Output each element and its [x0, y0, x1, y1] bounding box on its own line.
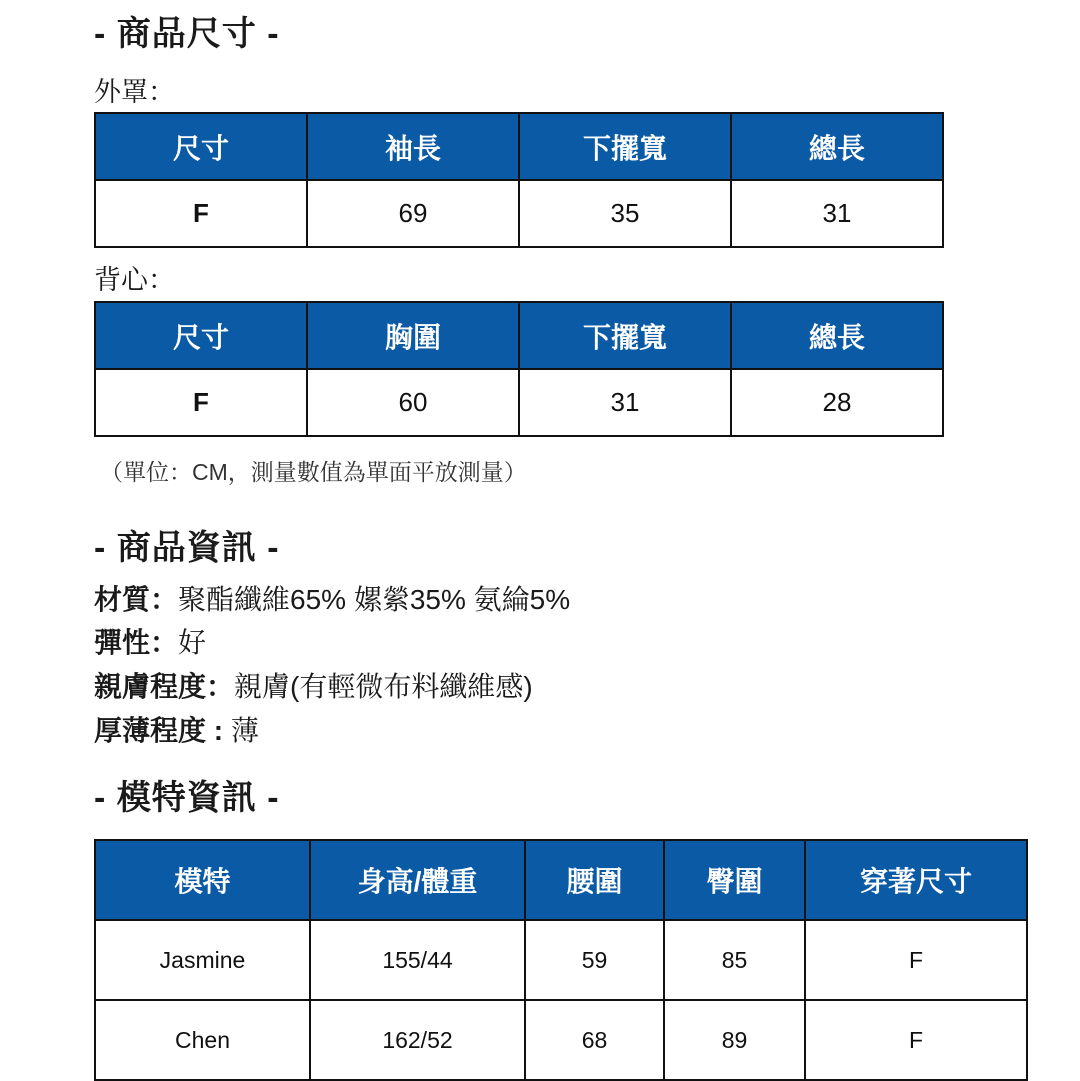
vest-header-length: 總長: [731, 302, 943, 369]
coat-label: 外罩：: [94, 77, 175, 107]
coat-cell-hem: 35: [519, 180, 731, 247]
vest-label: 背心：: [94, 265, 175, 295]
model-cell-height-weight: 155/44: [310, 920, 525, 1000]
vest-cell-chest: 60: [307, 369, 519, 436]
info-skin-feel: [94, 670, 533, 704]
info-skin-feel-value: 親膚(有輕微布料纖維感): [234, 671, 533, 702]
vest-cell-size: F: [95, 369, 307, 436]
vest-cell-length: 28: [731, 369, 943, 436]
info-thickness: [94, 714, 259, 748]
coat-header-sleeve: 袖長: [307, 113, 519, 180]
model-cell-height-weight: 162/52: [310, 1000, 525, 1080]
vest-size-table: [94, 301, 944, 437]
unit-note: （單位：CM，測量數值為單面平放測量）: [100, 459, 527, 485]
model-cell-hip: 85: [664, 920, 805, 1000]
info-thickness-value: 薄: [230, 715, 259, 746]
info-material-value: 聚酯纖維65% 嫘縈35% 氨綸5%: [178, 584, 571, 615]
vest-header-chest: 胸圍: [307, 302, 519, 369]
model-cell-name: Jasmine: [95, 920, 310, 1000]
info-skin-feel-key: 親膚程度：: [94, 671, 235, 702]
model-cell-waist: 59: [525, 920, 664, 1000]
table-row: [95, 1000, 1027, 1080]
coat-header-hem: 下擺寬: [519, 113, 731, 180]
coat-header-length: 總長: [731, 113, 943, 180]
coat-cell-length: 31: [731, 180, 943, 247]
info-elasticity-value: 好: [178, 627, 207, 658]
coat-header-row: [95, 113, 943, 180]
table-row: [95, 920, 1027, 1000]
model-header-row: [95, 840, 1027, 920]
table-row: [95, 369, 943, 436]
coat-header-size: 尺寸: [95, 113, 307, 180]
model-header-name: 模特: [95, 840, 310, 920]
model-cell-hip: 89: [664, 1000, 805, 1080]
model-cell-name: Chen: [95, 1000, 310, 1080]
info-elasticity-key: 彈性：: [94, 627, 179, 658]
info-material-key: 材質：: [94, 584, 179, 615]
vest-header-hem: 下擺寬: [519, 302, 731, 369]
coat-size-table: [94, 112, 944, 248]
vest-header-size: 尺寸: [95, 302, 307, 369]
model-cell-waist: 68: [525, 1000, 664, 1080]
info-thickness-key: 厚薄程度 :: [94, 715, 231, 746]
coat-cell-size: F: [95, 180, 307, 247]
info-material: [94, 583, 570, 617]
model-cell-size-worn: F: [805, 1000, 1027, 1080]
table-row: [95, 180, 943, 247]
vest-cell-hem: 31: [519, 369, 731, 436]
model-section-title: - 模特資訊 -: [94, 779, 280, 817]
model-table: [94, 839, 1028, 1081]
model-header-hip: 臀圍: [664, 840, 805, 920]
info-section-title: - 商品資訊 -: [94, 529, 280, 567]
coat-cell-sleeve: 69: [307, 180, 519, 247]
vest-header-row: [95, 302, 943, 369]
model-header-waist: 腰圍: [525, 840, 664, 920]
model-header-height-weight: 身高/體重: [310, 840, 525, 920]
info-elasticity: [94, 626, 206, 660]
model-header-size-worn: 穿著尺寸: [805, 840, 1027, 920]
size-section-title: - 商品尺寸 -: [94, 15, 280, 53]
model-cell-size-worn: F: [805, 920, 1027, 1000]
